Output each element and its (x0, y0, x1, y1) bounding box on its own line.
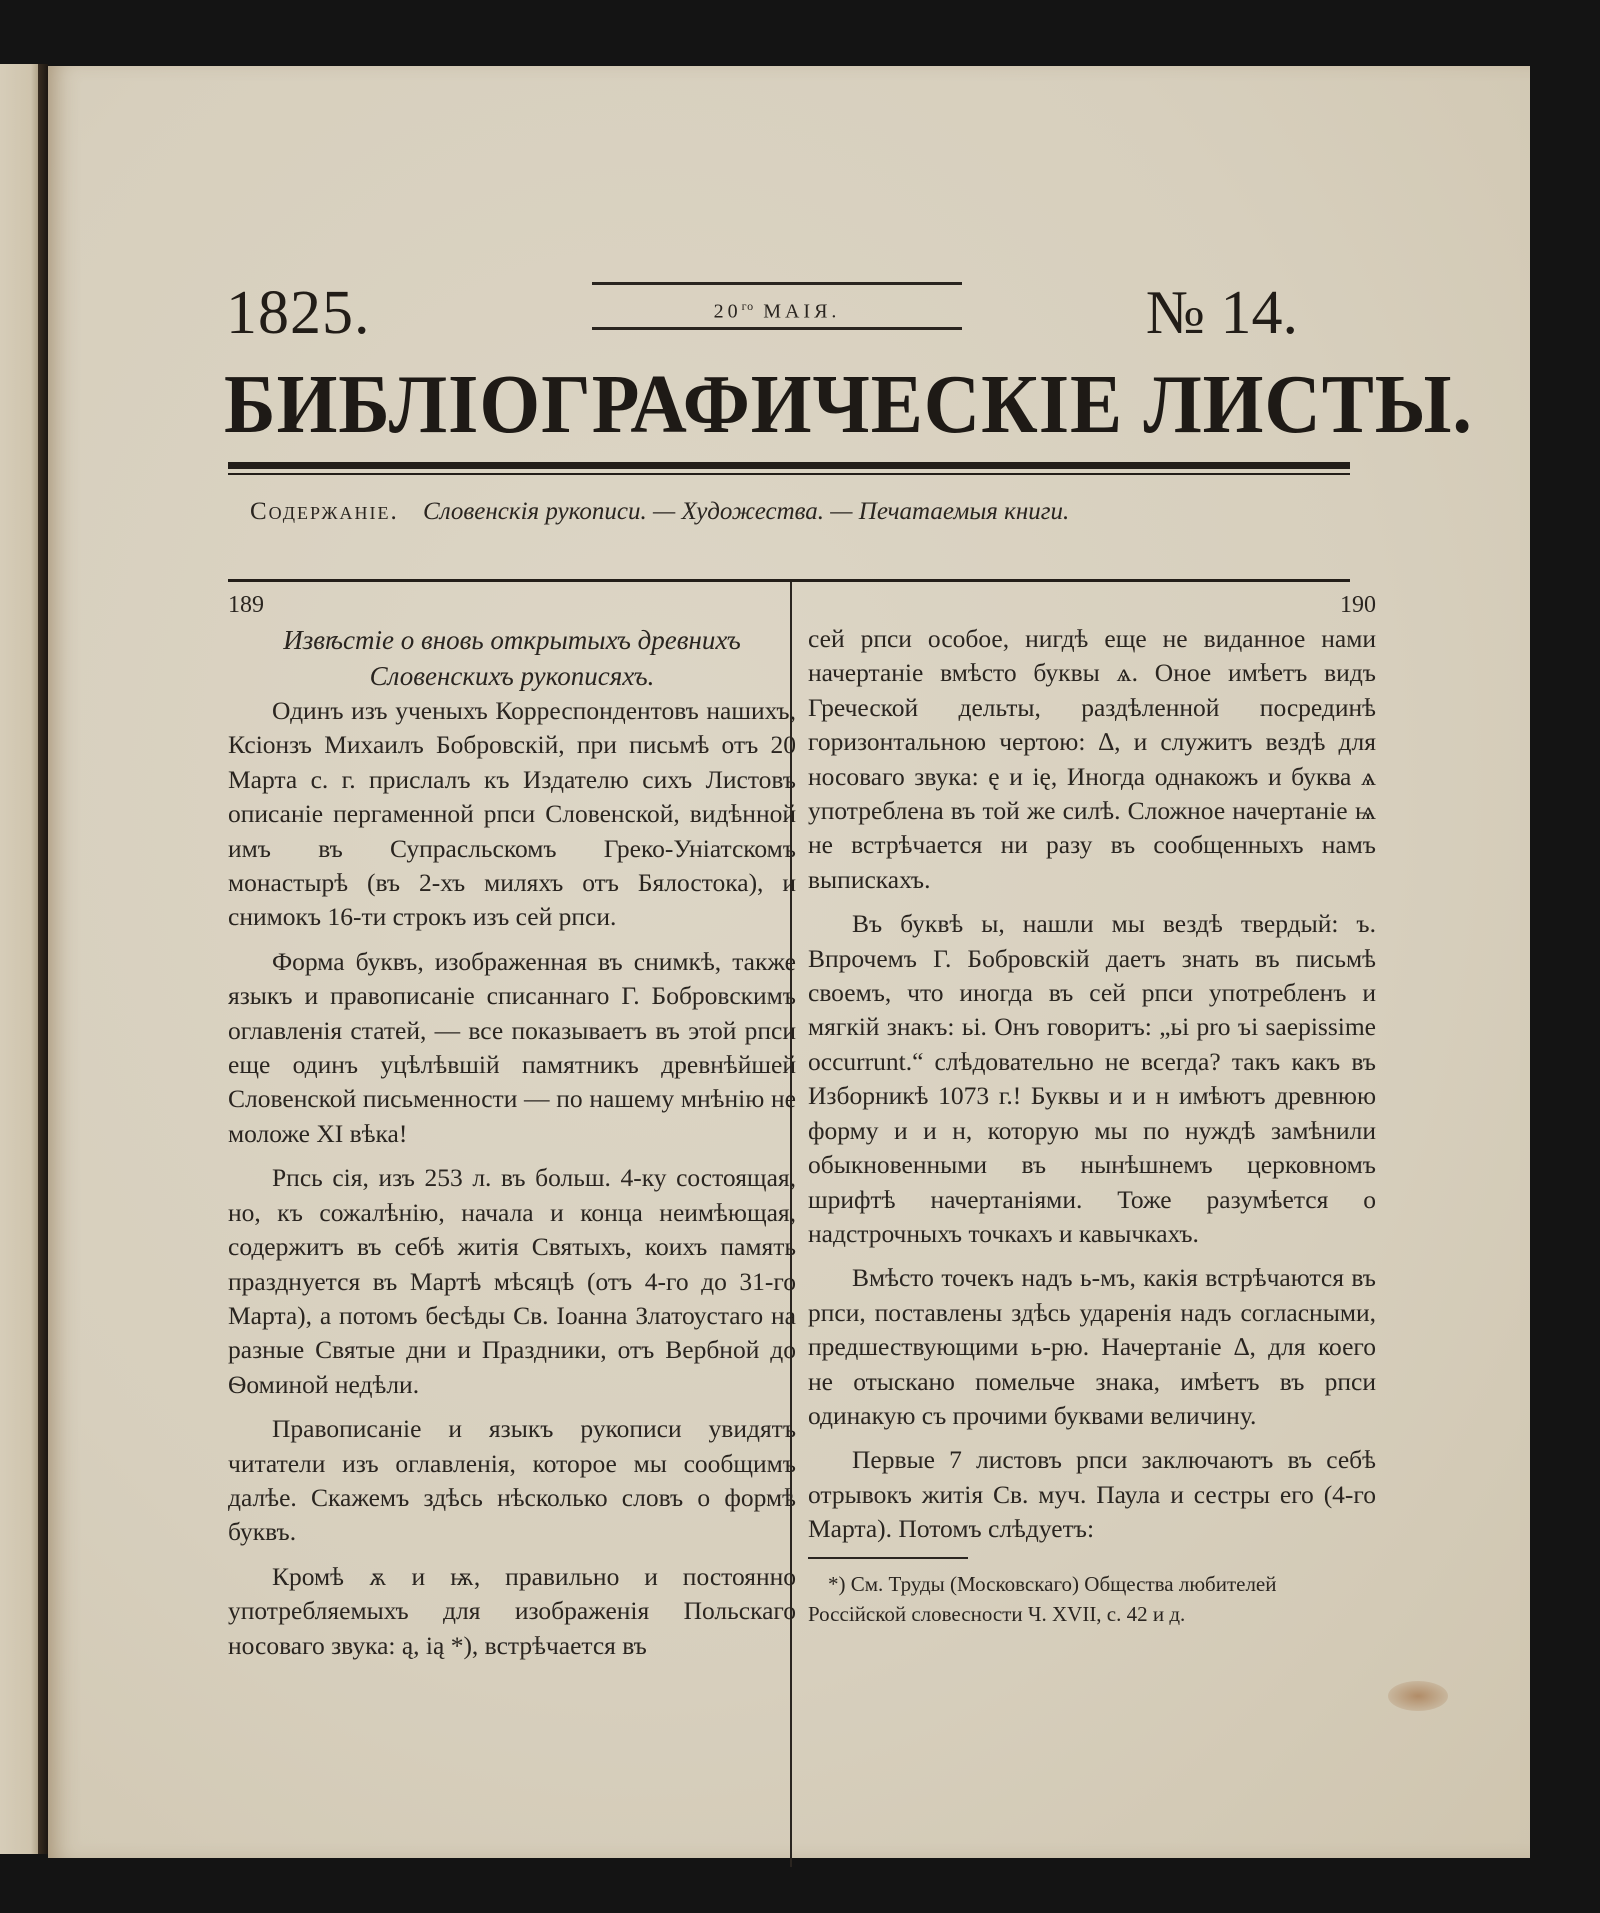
paragraph: Первые 7 листовъ рпси заключаютъ въ себѣ отрывокъ житія Св. муч. Паула и сестры его (4-го Марта). Потомъ слѣдуетъ: (808, 1445, 1376, 1544)
paragraph: Одинъ изъ ученыхъ Корреспондентовъ нашихъ, Ксіонзъ Михаилъ Бобровскій, при письмѣ отъ 20 Марта с. г. прислалъ къ Издателю сихъ Листовъ описаніе пергаменной рпси Словенской, видѣнной имъ въ Супрасльскомъ Греко-Уніатскомъ монастырѣ (въ 2-хъ миляхъ отъ Бялостока), и снимокъ 16-ти строкъ изъ сей рпси. (228, 696, 796, 932)
footnote: *) См. Труды (Московскаго) Общества любителей Россійской словесности Ч. XVII, с. 42 и д. (808, 1571, 1277, 1626)
page-number-right: 190 (1340, 592, 1376, 618)
heading-line-2: Словенскихъ рукописяхъ. (369, 661, 655, 691)
date-suffix: го (741, 299, 755, 313)
issue-number: № 14. (1145, 279, 1298, 347)
right-column (808, 588, 1376, 1629)
paragraph: Форма буквъ, изображенная въ снимкѣ, также языкъ и правописаніе списаннаго Г. Бобровскимъ оглавленія статей, — все показываетъ въ этой рпси еще одинъ уцѣлѣвшій памятникъ древнѣйшей Словенской письменности — по нашему мнѣнію не моложе XI вѣка! (228, 946, 796, 1148)
paper-stain (1388, 1681, 1448, 1711)
paragraph: сей рпси особое, нигдѣ еще не виданное нами начертаніе вмѣсто буквы ѧ. Оное имѣетъ видъ Греческой дельты, раздѣленной посрединѣ горизонтальною чертою: ∆, и служитъ вездѣ для носоваго звука: ę и ię, Иногда однакожъ и буква ѧ употреблена въ той же силѣ. Сложное начертаніе ѩ не встрѣчается ни разу въ сообщенныхъ намъ выпискахъ. (808, 624, 1376, 894)
page-number-left: 189 (228, 592, 264, 618)
date-month: МАІЯ. (763, 300, 841, 323)
newspaper-page (48, 66, 1530, 1858)
article-heading (228, 622, 796, 694)
paragraph: Въ буквѣ ы, нашли мы вездѣ твердый: ъ. Впрочемъ Г. Бобровскій даетъ знать въ письмѣ своемъ, что иногда въ сей рпси употребленъ и мягкій знакъ: ьі. Онъ говоритъ: „ьі pro ъі saepissime occurrunt.“ слѣдовательно не всегда? такъ какъ въ Изборникѣ 1073 г.! Буквы и и н имѣютъ древнюю форму и и н, которую мы по нуждѣ замѣнили обыкновенными въ нынѣшнемъ церковномъ шрифтѣ начертаніями. Тоже разумѣется о надстрочныхъ точкахъ и кавычкахъ. (808, 909, 1376, 1248)
title-rule (228, 462, 1350, 475)
date-day: 20 (713, 300, 742, 323)
heading-line-1: Извѣстіе о вновь открытыхъ древнихъ (283, 625, 741, 655)
contents-items: Словенскія рукописи. — Художества. — Печатаемыя книги. (423, 498, 1070, 525)
paragraph: Правописаніе и языкъ рукописи увидятъ читатели изъ оглавленія, которое мы сообщимъ далѣе. Скажемъ здѣсь нѣсколько словъ о формѣ буквъ. (228, 1414, 796, 1547)
footnote-rule (808, 1557, 968, 1559)
publication-year: 1825. (226, 279, 371, 347)
table-of-contents (250, 498, 1350, 526)
contents-rule (228, 579, 1350, 582)
contents-label: Содержаніе. (250, 498, 399, 525)
issue-date (592, 282, 962, 330)
book-binding (38, 64, 48, 1854)
paragraph: Рпсь сія, изъ 253 л. въ больш. 4-ку состоящая, но, къ сожалѣнію, начала и конца неимѣющая, содержитъ въ себѣ житія Святыхъ, коихъ память празднуется въ Мартѣ мѣсяцѣ (отъ 4-го до 31-го Марта), а потомъ бесѣды Св. Іоанна Златоустаго на разные Святые дни и Праздники, отъ Вербной до Ѳоминой недѣли. (228, 1163, 796, 1399)
left-column (228, 588, 796, 1673)
paragraph: Вмѣсто точекъ надъ ь-мъ, какія встрѣчаются въ рпси, поставлены здѣсь ударенія надъ согласными, предшествующими ь-рю. Начертаніе ∆, для коего не отыскано помельче знака, имѣетъ въ рпси одинакую съ прочими буквами величину. (808, 1263, 1376, 1430)
publication-title: БИБЛІОГРАФИЧЕСКІЕ ЛИСТЫ. (224, 358, 1473, 451)
paragraph: Кромѣ ѫ и ѭ, правильно и постоянно употребляемыхъ для изображенія Польскаго носоваго звука: ą, ią *), встрѣчается въ (228, 1561, 796, 1660)
